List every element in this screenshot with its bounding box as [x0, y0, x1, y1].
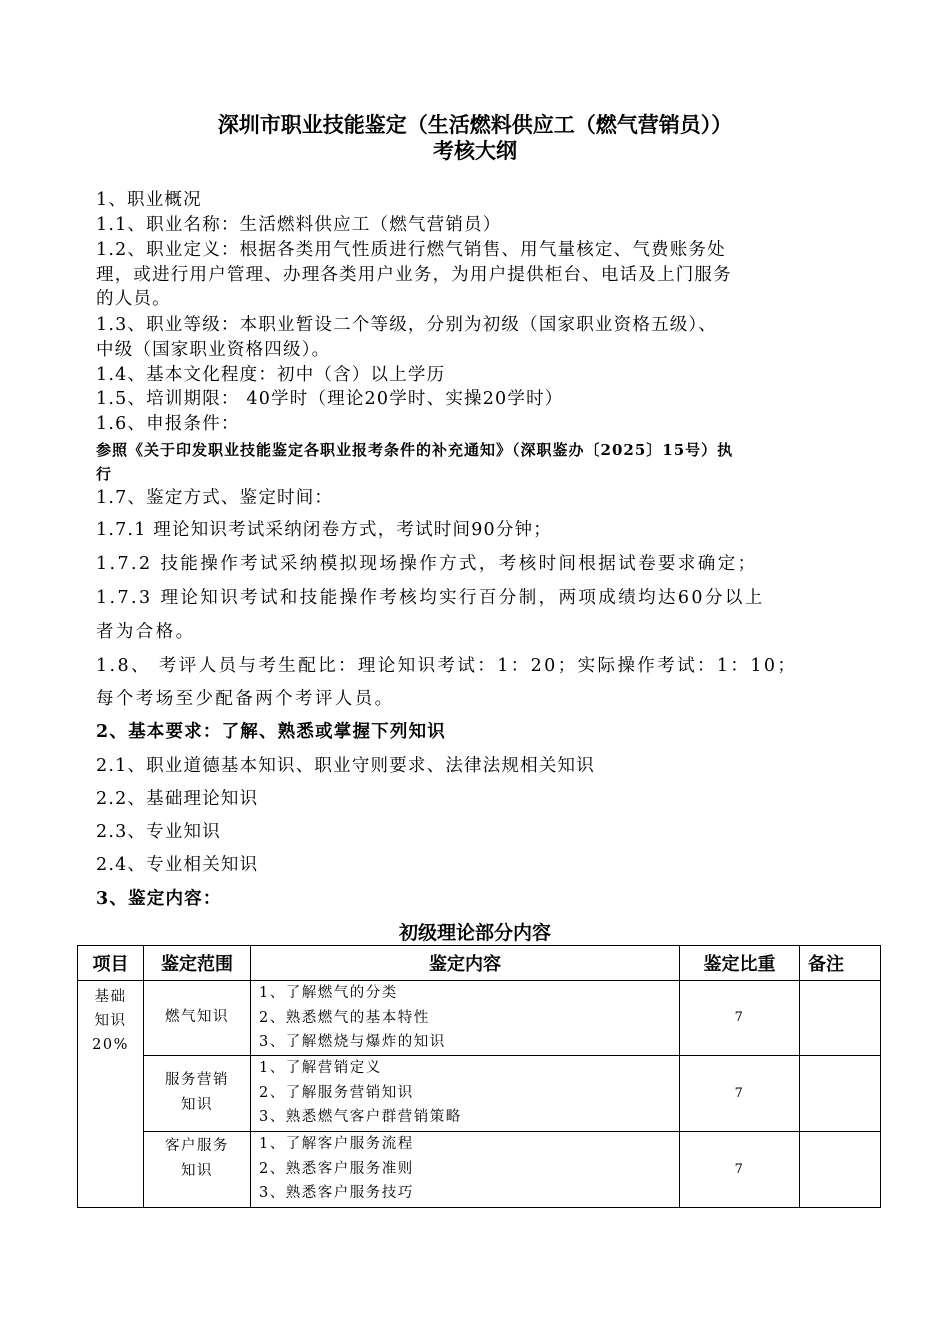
table-title: 初级理论部分内容 — [398, 922, 551, 944]
scope-text: 知识 — [181, 1162, 213, 1179]
content-line: 1、了解营销定义 — [259, 1060, 382, 1077]
section-heading: 1、职业概况 — [96, 190, 202, 210]
paragraph-line: 1.4、基本文化程度：初中（含）以上学历 — [96, 365, 446, 385]
header-note: 备注 — [800, 946, 881, 981]
section-heading-content: 3、鉴定内容： — [96, 889, 222, 909]
document-subtitle: 考核大纲 — [433, 138, 517, 163]
content-line: 3、熟悉燃气客户群营销策略 — [259, 1109, 462, 1126]
paragraph-line: 2.1、职业道德基本知识、职业守则要求、法律法规相关知识 — [96, 756, 595, 776]
scope-cell — [144, 981, 251, 1056]
paragraph-line: 1.7.3 理论知识考试和技能操作考核均实行百分制，两项成绩均达60分以上 — [96, 588, 765, 608]
scope-cell — [144, 1131, 251, 1207]
header-item: 项目 — [78, 946, 144, 981]
paragraph-line: 1.7.2 技能操作考试采纳模拟现场操作方式，考核时间根据试卷要求确定； — [96, 554, 758, 574]
note-cell — [800, 981, 881, 1056]
paragraph-line: 者为合格。 — [96, 622, 196, 642]
content-cell — [251, 1131, 680, 1207]
table-row — [78, 1055, 881, 1131]
content-line: 3、熟悉客户服务技巧 — [259, 1185, 414, 1202]
paragraph-line: 理，或进行用户管理、办理各类用户业务，为用户提供柜台、电话及上门服务 — [96, 265, 732, 285]
table-row — [78, 981, 881, 1056]
item-percent: 20% — [92, 1037, 129, 1053]
content-cell — [251, 981, 680, 1056]
item-text: 基础 — [94, 989, 127, 1005]
scope-text: 知识 — [181, 1097, 213, 1113]
header-content: 鉴定内容 — [251, 946, 680, 981]
scope-cell — [144, 1055, 251, 1131]
paragraph-line: 2.4、专业相关知识 — [96, 855, 259, 875]
content-line: 2、熟悉客户服务准则 — [259, 1160, 414, 1177]
scope-text: 服务营销 — [165, 1072, 229, 1088]
paragraph-line: 1.3、职业等级：本职业暂设二个等级，分别为初级（国家职业资格五级）、 — [96, 315, 718, 335]
scope-text: 燃气知识 — [165, 1009, 229, 1026]
weight-cell: 7 — [680, 1055, 800, 1131]
reference-notice-cont: 行 — [96, 465, 113, 483]
paragraph-line: 每个考场至少配备两个考评人员。 — [96, 689, 395, 709]
note-cell — [800, 1055, 881, 1131]
content-cell — [251, 1055, 680, 1131]
header-weight: 鉴定比重 — [680, 946, 800, 981]
document-title: 深圳市职业技能鉴定（生活燃料供应工（燃气营销员）） — [217, 112, 733, 137]
weight-cell: 7 — [680, 981, 800, 1056]
header-scope: 鉴定范围 — [144, 946, 251, 981]
paragraph-line: 1.1、职业名称：生活燃料供应工（燃气营销员） — [96, 215, 502, 235]
paragraph-line: 2.3、专业知识 — [96, 822, 221, 842]
paragraph-line: 1.2、职业定义：根据各类用气性质进行燃气销售、用气量核定、气费账务处 — [96, 240, 726, 260]
content-line: 2、了解服务营销知识 — [259, 1084, 414, 1101]
reference-notice: 参照《关于印发职业技能鉴定各职业报考条件的补充通知》（深职鉴办〔2025〕15号）执 — [96, 441, 734, 459]
item-cell — [78, 981, 144, 1208]
content-line: 2、熟悉燃气的基本特性 — [259, 1009, 430, 1026]
paragraph-line: 1.5、培训期限： 40学时（理论20学时、实操20学时） — [96, 389, 564, 409]
weight-cell: 7 — [680, 1131, 800, 1207]
paragraph-line: 中级（国家职业资格四级）。 — [96, 340, 331, 360]
table-header-row — [78, 946, 881, 981]
content-line: 1、了解燃气的分类 — [259, 985, 398, 1001]
item-text: 知识 — [94, 1013, 127, 1029]
scope-text: 客户服务 — [165, 1137, 229, 1154]
content-line: 1、了解客户服务流程 — [259, 1136, 414, 1153]
paragraph-line: 1.6、申报条件： — [96, 414, 240, 434]
paragraph-line: 2.2、基础理论知识 — [96, 789, 259, 809]
section-heading-requirements: 2、基本要求：了解、熟悉或掌握下列知识 — [96, 722, 446, 742]
note-cell — [800, 1131, 881, 1207]
table-row — [78, 1131, 881, 1207]
paragraph-line: 1.8、 考评人员与考生配比：理论知识考试：1：20；实际操作考试：1：10； — [96, 656, 798, 676]
paragraph-line: 1.7、鉴定方式、鉴定时间： — [96, 488, 334, 508]
paragraph-line: 的人员。 — [96, 289, 171, 309]
assessment-table — [77, 945, 881, 1208]
content-line: 3、了解燃烧与爆炸的知识 — [259, 1034, 446, 1050]
paragraph-line: 1.7.1 理论知识考试采纳闭卷方式，考试时间90分钟； — [96, 520, 552, 540]
